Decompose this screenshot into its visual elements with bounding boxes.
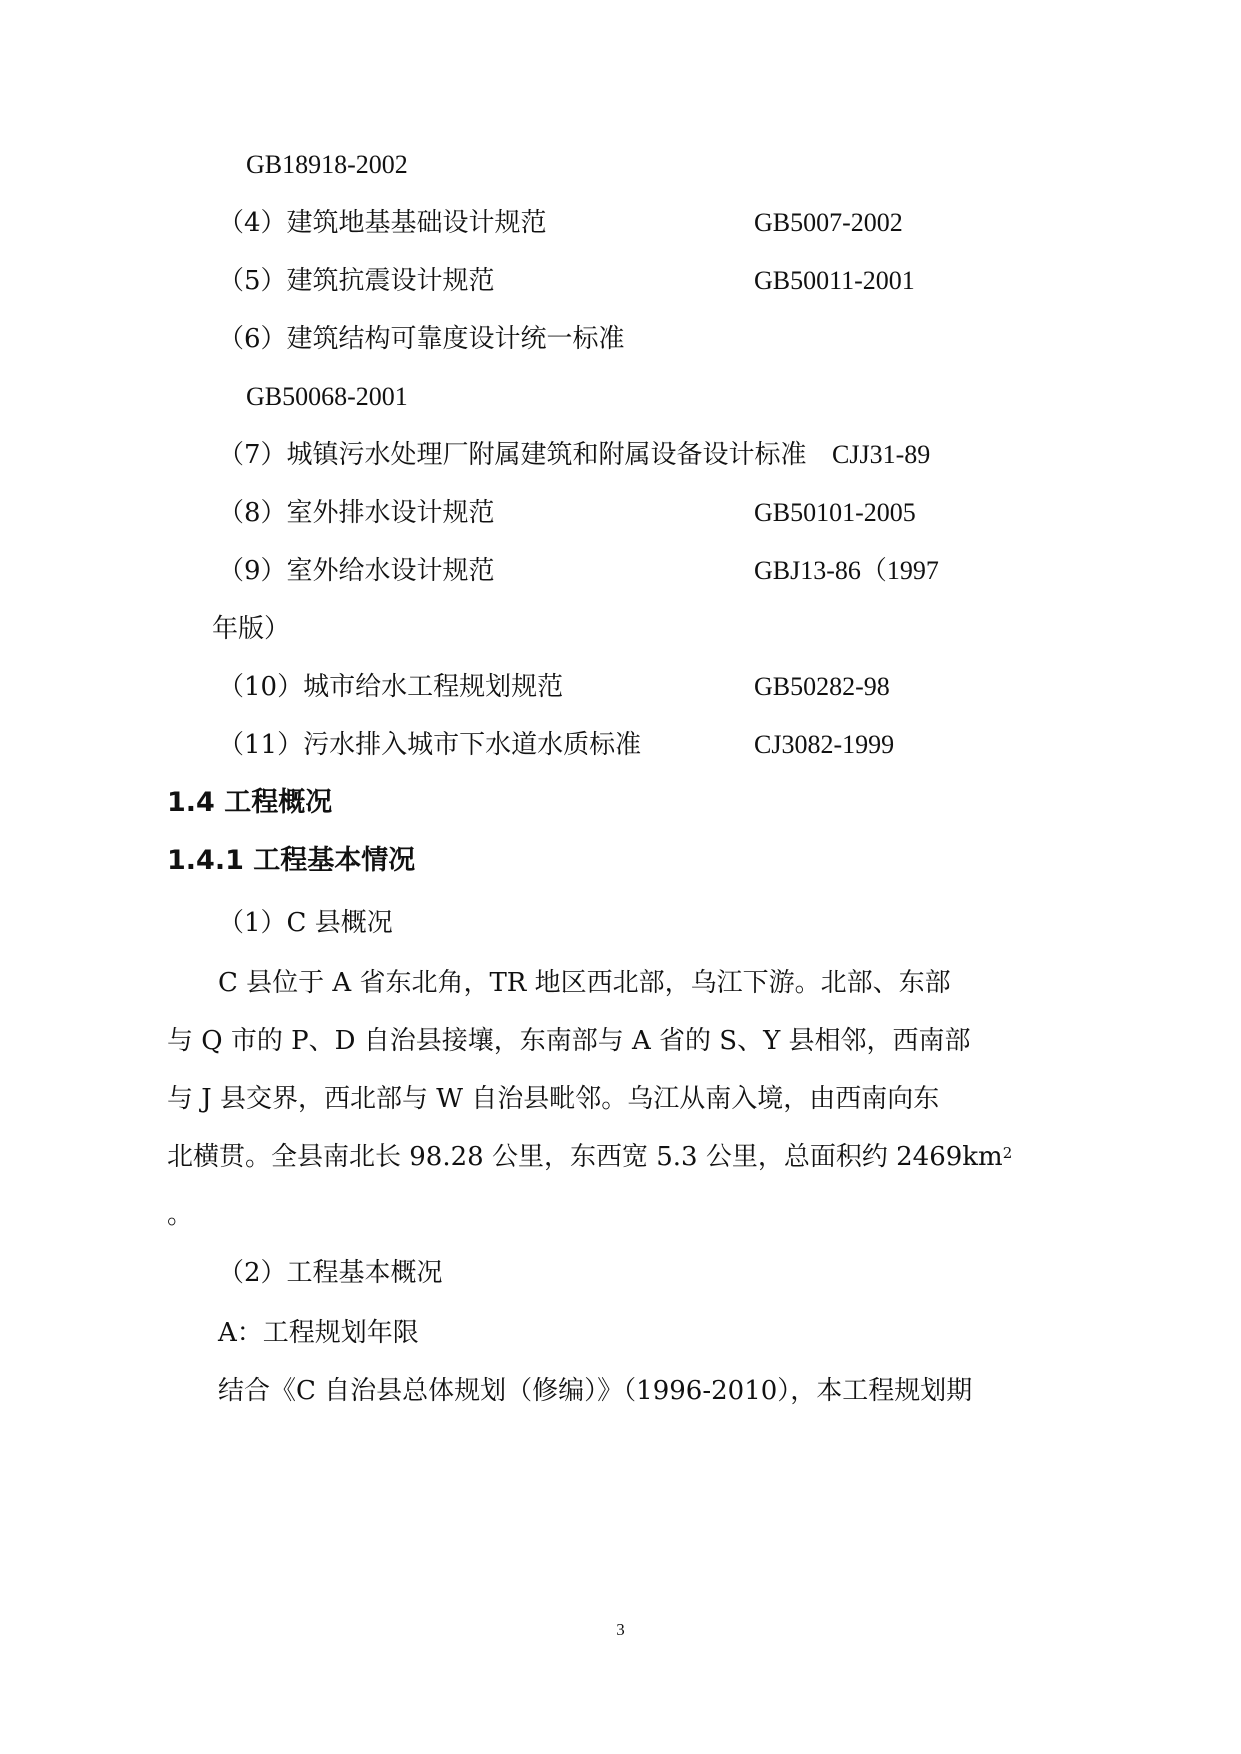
standard-code-11: CJ3082-1999 bbox=[754, 730, 895, 759]
standard-code-7: CJJ31-89 bbox=[832, 440, 931, 469]
section-heading: 1.4 工程概况 bbox=[167, 787, 333, 818]
paragraph-title-2: （2）工程基本概况 bbox=[218, 1258, 443, 1288]
paragraph-line bbox=[167, 1140, 1012, 1174]
standard-code: GB18918-2002 bbox=[246, 150, 408, 179]
paragraph-line: 与 J 县交界，西北部与 W 自治县毗邻。乌江从南入境，由西南向东 bbox=[167, 1084, 940, 1114]
standard-code-10: GB50282-98 bbox=[754, 672, 890, 701]
standard-item-8: （8）室外排水设计规范 bbox=[218, 498, 495, 528]
paragraph-subtitle: A：工程规划年限 bbox=[218, 1318, 419, 1348]
page-number: 3 bbox=[616, 1620, 625, 1639]
standard-item-9: （9）室外给水设计规范 bbox=[218, 556, 495, 586]
standard-item-11: （11）污水排入城市下水道水质标准 bbox=[218, 730, 642, 760]
standard-item-4: （4）建筑地基基础设计规范 bbox=[218, 208, 547, 238]
standard-code-4: GB5007-2002 bbox=[754, 208, 903, 237]
standard-item-7: （7）城镇污水处理厂附属建筑和附属设备设计标准 bbox=[218, 440, 807, 470]
standard-item-9-continued: 年版） bbox=[212, 614, 291, 644]
paragraph-line: 结合《C 自治县总体规划（修编）》（1996-2010），本工程规划期 bbox=[218, 1376, 973, 1406]
paragraph-line-text: 北横贯。全县南北长 98.28 公里，东西宽 5.3 公里，总面积约 2469km bbox=[167, 1142, 1003, 1172]
paragraph-title-1: （1）C 县概况 bbox=[218, 908, 393, 938]
paragraph-line: 与 Q 市的 P、D 自治县接壤，东南部与 A 省的 S、Y 县相邻，西南部 bbox=[167, 1026, 971, 1056]
standard-code-9: GBJ13-86（1997 bbox=[754, 556, 939, 585]
subsection-heading: 1.4.1 工程基本情况 bbox=[167, 845, 416, 876]
standard-item-6: （6）建筑结构可靠度设计统一标准 bbox=[218, 324, 625, 354]
standard-item-10: （10）城市给水工程规划规范 bbox=[218, 672, 564, 702]
standard-item-5: （5）建筑抗震设计规范 bbox=[218, 266, 495, 296]
paragraph-line: 。 bbox=[167, 1200, 194, 1230]
standard-code-6: GB50068-2001 bbox=[246, 382, 408, 411]
standard-code-8: GB50101-2005 bbox=[754, 498, 916, 527]
paragraph-line: C 县位于 A 省东北角，TR 地区西北部，乌江下游。北部、东部 bbox=[218, 968, 951, 998]
superscript: 2 bbox=[1002, 1144, 1013, 1162]
standard-code-5: GB50011-2001 bbox=[754, 266, 915, 295]
